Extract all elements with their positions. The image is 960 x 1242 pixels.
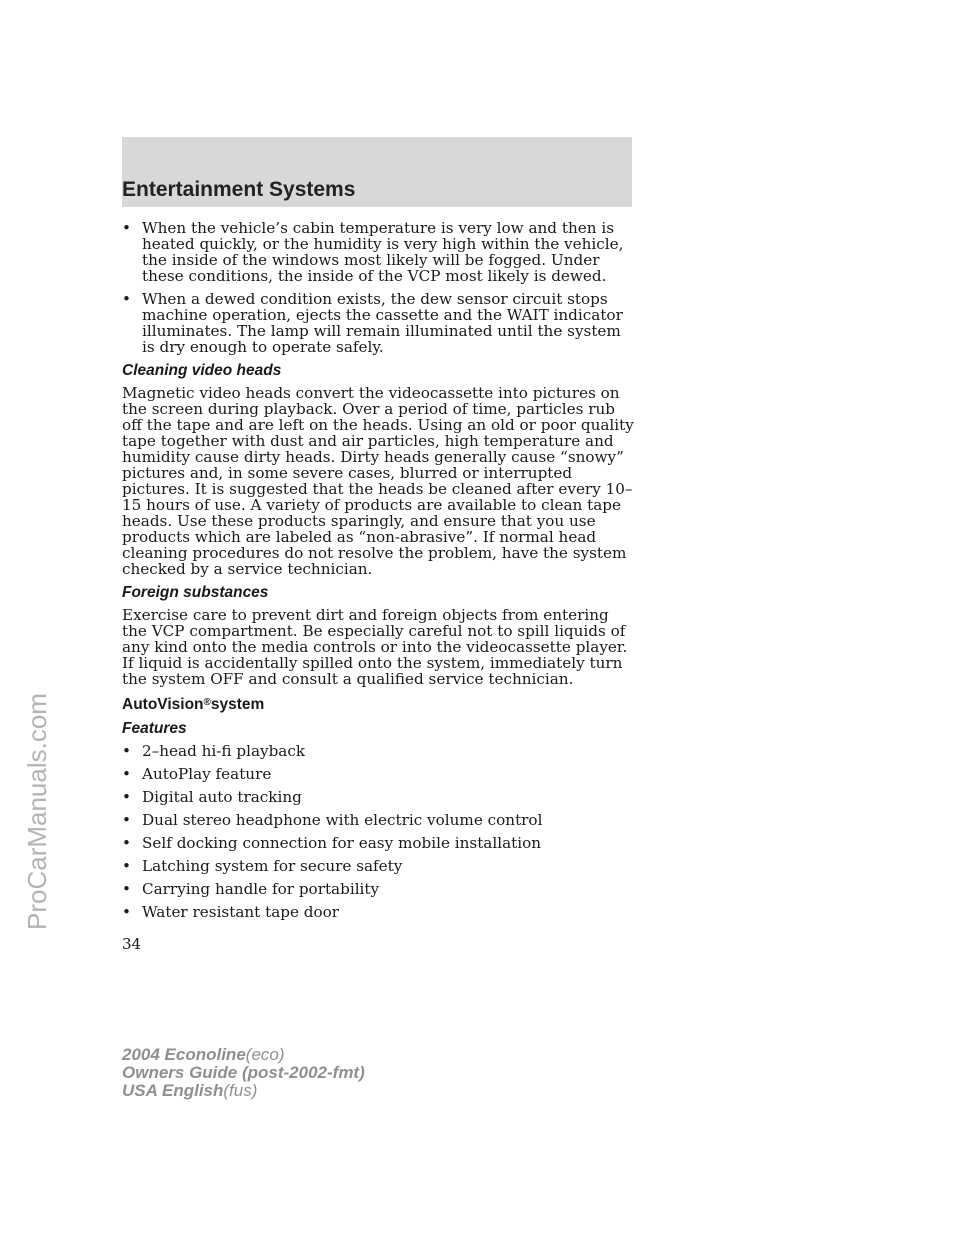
bullet-icon: • <box>122 765 131 783</box>
list-item <box>122 743 637 759</box>
list-item <box>122 904 637 920</box>
list-item-text: Carrying handle for portability <box>142 880 380 898</box>
footer-language: USA English <box>122 1081 224 1100</box>
foreign-heading: Foreign substances <box>122 584 269 601</box>
list-item-text: Dual stereo headphone with electric volume control <box>142 811 543 829</box>
list-item <box>122 291 637 355</box>
bullet-icon: • <box>122 834 131 852</box>
autovision-heading <box>122 697 637 713</box>
cleaning-heading: Cleaning video heads <box>122 362 282 379</box>
features-list <box>122 743 637 920</box>
list-item <box>122 789 637 805</box>
list-item <box>122 835 637 851</box>
footer-model-code: (eco) <box>245 1045 285 1064</box>
page-number: 34 <box>122 935 142 953</box>
list-item-text: When a dewed condition exists, the dew sensor circuit stops machine operation, ejects the cassette and the WAIT indicator illuminates. The lamp will remain illuminated until the system is dry enough to operate safely. <box>142 290 623 356</box>
footer-language-code: (fus) <box>223 1081 258 1100</box>
footer-line-language <box>122 1082 365 1100</box>
page-content <box>122 220 637 927</box>
bullet-icon: • <box>122 788 131 806</box>
list-item <box>122 220 637 284</box>
cleaning-paragraph: Magnetic video heads convert the videocassette into pictures on the screen during playback. Over a period of time, particles rub off the tape and are left on the heads. Using an old or poor quality tape together with dust and air particles, high temperature and humidity cause dirty heads. Dirty heads generally cause “snowy” pictures and, in some severe cases, blurred or interrupted pictures. It is suggested that the heads be cleaned after every 10–15 hours of use. A variety of products are available to clean tape heads. Use these products sparingly, and ensure that you use products which are labeled as “non-abrasive”. If normal head cleaning procedures do not resolve the problem, have the system checked by a service technician. <box>122 384 634 578</box>
list-item-text: AutoPlay feature <box>142 765 272 783</box>
footer-line-guide: Owners Guide (post-2002-fmt) <box>122 1063 365 1082</box>
autovision-heading-text: AutoVision <box>122 696 204 713</box>
registered-mark: ® <box>203 697 211 708</box>
footer-line-model <box>122 1046 365 1064</box>
list-item-text: Self docking connection for easy mobile installation <box>142 834 542 852</box>
list-item-text: Digital auto tracking <box>142 788 302 806</box>
section-title: Entertainment Systems <box>122 178 356 201</box>
bullet-icon: • <box>122 219 131 237</box>
bullet-icon: • <box>122 742 131 760</box>
list-item <box>122 766 637 782</box>
footer-model: 2004 Econoline <box>122 1045 246 1064</box>
list-item-text: Water resistant tape door <box>142 903 340 921</box>
list-item <box>122 881 637 897</box>
autovision-heading-suffix: system <box>210 696 265 713</box>
watermark: ProCarManuals.com <box>22 693 52 930</box>
list-item-text: 2–head hi-fi playback <box>142 742 306 760</box>
list-item-text: When the vehicle’s cabin temperature is very low and then is heated quickly, or the humidity is very high within the vehicle, the inside of the windows most likely will be fogged. Under these conditions, the inside of the VCP most likely is dewed. <box>142 219 624 285</box>
bullet-icon: • <box>122 857 131 875</box>
features-heading: Features <box>122 720 187 737</box>
bullet-icon: • <box>122 880 131 898</box>
list-item <box>122 858 637 874</box>
document-footer <box>122 1046 365 1100</box>
bullet-icon: • <box>122 903 131 921</box>
foreign-paragraph: Exercise care to prevent dirt and foreign objects from entering the VCP compartment. Be especially careful not to spill liquids of any kind onto the media controls or into the videocassette player. If liquid is accidentally spilled onto the system, immediately turn the system OFF and consult a qualified service technician. <box>122 606 628 688</box>
list-item <box>122 812 637 828</box>
list-item-text: Latching system for secure safety <box>142 857 403 875</box>
bullet-icon: • <box>122 290 131 308</box>
bullet-icon: • <box>122 811 131 829</box>
